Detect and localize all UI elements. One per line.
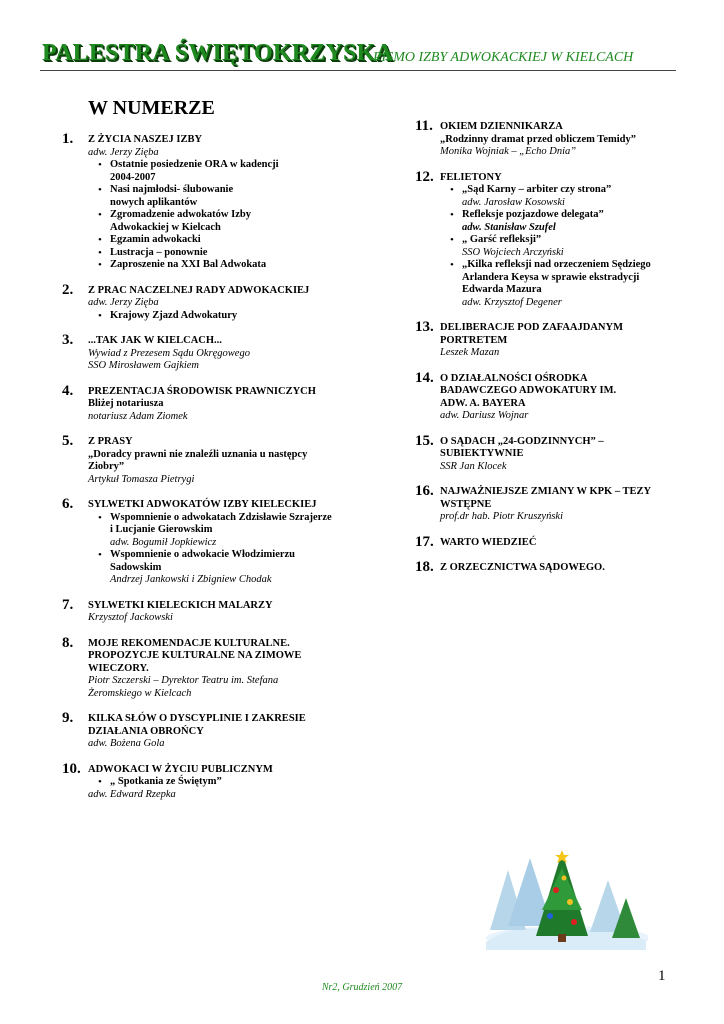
toc-entry-number: 15. (415, 432, 434, 449)
toc-bullet-text: • Zaproszenie na XXI Bal Adwokata (110, 259, 267, 270)
toc-bullet-item (98, 259, 352, 272)
toc-entry-line: adw. Jerzy Zięba (88, 297, 159, 308)
toc-entry-title: DELIBERACJE POD ZAFAAJDANYM (440, 322, 623, 333)
toc-entry-title: Z PRAC NACZELNEJ RADY ADWOKACKIEJ (88, 284, 310, 296)
magazine-tagline: PISMO IZBY ADWOKACKIEJ W KIELCACH (373, 50, 634, 65)
toc-bullet-text: • „ Garść refleksji” (462, 234, 542, 245)
toc-entry-number: 6. (62, 496, 74, 512)
toc-bullet-author: adw. Jarosław Kosowski (462, 196, 565, 208)
toc-bullet-item (98, 209, 352, 234)
contents-right-column (414, 118, 676, 588)
toc-entry-number: 1. (62, 131, 74, 147)
magazine-title: PALESTRA ŚWIĘTOKRZYSKA (42, 40, 393, 66)
toc-entry (62, 131, 352, 272)
toc-entry-number: 3. (62, 332, 74, 348)
toc-bullet-text: • „Sąd Karny – arbiter czy strona” (462, 184, 612, 195)
toc-entry-title: O DZIAŁALNOŚCI OŚRODKA (440, 372, 588, 384)
toc-bullet-author: adw. Stanisław Szufel (462, 221, 556, 233)
toc-bullet-item (450, 259, 676, 309)
toc-entry-number: 5. (62, 433, 74, 449)
toc-entry-number: 16. (415, 483, 434, 499)
toc-entry-line: SSO Mirosławem Gajkiem (88, 360, 200, 371)
toc-bullet-item (98, 184, 352, 209)
toc-entry-title: WARTO WIEDZIEĆ (440, 536, 537, 548)
toc-entry-line: Żeromskiego w Kielcach (88, 687, 192, 699)
toc-entry-title: SYLWETKI KIELECKICH MALARZY (88, 599, 273, 611)
toc-entry-line: „Doradcy prawni nie znaleźli uznania u następcy (88, 448, 308, 460)
toc-bullet-author: adw. Krzysztof Degener (462, 296, 562, 308)
toc-entry-line: Piotr Szczerski – Dyrektor Teatru im. Stefana (88, 675, 279, 686)
toc-entry (414, 432, 676, 474)
toc-entry-number: 4. (62, 382, 74, 399)
toc-bullet-author: Andrzej Jankowski i Zbigniew Chodak (110, 574, 272, 585)
toc-entry-title: Z PRASY (88, 436, 133, 447)
toc-bullet-text: • Nasi najmłodsi- ślubowanie (110, 184, 234, 195)
toc-entry-title: ADWOKACI W ŻYCIU PUBLICZNYM (88, 763, 273, 775)
toc-entry-number: 8. (62, 634, 74, 651)
toc-bullet-item (450, 234, 676, 259)
toc-bullet-text: • Wspomnienie o adwokatach Zdzisławie Szrajerze (110, 511, 332, 523)
toc-entry-line: „Rodzinny dramat przed obliczem Temidy” (440, 133, 636, 145)
toc-entry-line: ADW. A. BAYERA (440, 397, 526, 409)
toc-bullet-text: • „Kilka refleksji nad orzeczeniem Sędziego (462, 259, 651, 270)
toc-entry-title: KILKA SŁÓW O DYSCYPLINIE I ZAKRESIE (88, 713, 306, 724)
toc-bullet-text: Arlandera Keysa w sprawie ekstradycji (462, 271, 640, 283)
christmas-tree-illustration (478, 850, 648, 950)
toc-entry-title: ...TAK JAK W KIELCACH... (88, 335, 222, 346)
toc-entry-title: FELIETONY (440, 171, 502, 183)
toc-bullet-text: • Egzamin adwokacki (110, 234, 201, 245)
toc-bullet-text: • Krajowy Zjazd Adwokatury (110, 309, 238, 321)
toc-entry (414, 483, 676, 524)
toc-entry-line: WIECZORY. (88, 662, 149, 674)
toc-entry (62, 433, 352, 486)
toc-entry-title: MOJE REKOMENDACJE KULTURALNE. (88, 637, 290, 649)
toc-bullet-item (98, 512, 352, 550)
toc-bullet-item (98, 776, 352, 789)
toc-entry-number: 9. (62, 710, 74, 726)
toc-bullet-list (88, 776, 352, 789)
toc-bullet-item (98, 310, 352, 323)
toc-entry-line: Artykuł Tomasza Pietrygi (88, 473, 195, 485)
toc-entry-line: Ziobry” (88, 461, 125, 472)
toc-bullet-item (98, 549, 352, 587)
toc-entry-number: 17. (415, 533, 434, 550)
toc-entry-line: Leszek Mazan (440, 347, 500, 358)
toc-bullet-text: i Lucjanie Gierowskim (110, 524, 213, 535)
toc-bullet-text: • Ostatnie posiedzenie ORA w kadencji (110, 159, 279, 170)
toc-entry-line: adw. Bożena Gola (88, 738, 165, 749)
toc-bullet-item (98, 247, 352, 260)
toc-entry (62, 634, 352, 701)
toc-entry-number: 12. (415, 168, 434, 185)
page-number: 1 (658, 968, 666, 984)
toc-entry-number: 11. (415, 118, 433, 134)
toc-entry (62, 496, 352, 587)
toc-entry-title: NAJWAŻNIEJSZE ZMIANY W KPK – TEZY (440, 486, 652, 497)
toc-entry-title: OKIEM DZIENNIKARZA (440, 121, 563, 132)
toc-entry-author: adw. Edward Rzepka (88, 788, 176, 800)
toc-bullet-text: • Lustracja – ponownie (110, 246, 208, 258)
toc-entry-line: Wywiad z Prezesem Sądu Okręgowego (88, 347, 250, 359)
toc-entry-line: PORTRETEM (440, 334, 508, 346)
toc-bullet-text: • Refleksje pozjazdowe delegata” (462, 209, 604, 220)
toc-entry-line: SUBIEKTYWNIE (440, 448, 524, 459)
page-header (40, 38, 676, 71)
toc-entry (62, 332, 352, 373)
toc-bullet-author: adw. Bogumił Jopkiewicz (110, 536, 217, 548)
toc-entry (62, 760, 352, 802)
toc-entry-number: 14. (415, 369, 434, 386)
toc-bullet-text: 2004-2007 (110, 171, 156, 183)
toc-bullet-list (440, 184, 676, 309)
toc-entry-number: 10. (62, 760, 81, 777)
toc-entry (414, 369, 676, 423)
toc-entry-number: 7. (62, 596, 74, 613)
toc-bullet-list (88, 159, 352, 272)
toc-entry-number: 2. (62, 281, 74, 298)
issue-footer: Nr2, Grudzień 2007 (321, 982, 403, 993)
contents-heading: W NUMERZE (88, 97, 215, 119)
toc-bullet-text: Sadowskim (110, 561, 162, 573)
toc-bullet-item (98, 234, 352, 247)
toc-entry (414, 319, 676, 360)
toc-bullet-author: SSO Wojciech Arczyński (462, 246, 564, 258)
toc-entry (62, 710, 352, 751)
toc-entry-line: prof.dr hab. Piotr Kruszyński (440, 511, 563, 522)
toc-entry-line: notariusz Adam Ziomek (88, 410, 188, 422)
toc-bullet-text: Adwokackiej w Kielcach (110, 221, 221, 233)
toc-bullet-text: • Zgromadzenie adwokatów Izby (110, 209, 251, 220)
toc-entry (62, 596, 352, 625)
toc-entry-line: PROPOZYCJE KULTURALNE NA ZIMOWE (88, 650, 302, 661)
toc-entry-title: PREZENTACJA ŚRODOWISK PRAWNICZYCH (88, 385, 316, 397)
toc-entry-line: adw. Dariusz Wojnar (440, 410, 529, 421)
toc-entry-line: BADAWCZEGO ADWOKATURY IM. (440, 385, 617, 396)
toc-entry-line: Krzysztof Jackowski (88, 612, 173, 623)
toc-bullet-text: Edwarda Mazura (462, 284, 542, 295)
toc-bullet-text: • „ Spotkania ze Świętym” (110, 776, 222, 787)
toc-entry-line: WSTĘPNE (440, 498, 492, 510)
toc-bullet-text: nowych aplikantów (110, 196, 198, 208)
toc-entry (414, 559, 676, 575)
toc-entry-line: SSR Jan Klocek (440, 460, 507, 472)
toc-entry (414, 118, 676, 159)
toc-entry-number: 18. (415, 559, 434, 575)
toc-entry-title: Z ŻYCIA NASZEJ IZBY (88, 134, 203, 145)
toc-entry-number: 13. (415, 319, 434, 335)
toc-entry (414, 533, 676, 550)
toc-bullet-item (98, 159, 352, 184)
toc-bullet-list (88, 512, 352, 587)
toc-entry-line: Bliżej notariusza (88, 398, 164, 409)
toc-entry-line: adw. Jerzy Zięba (88, 146, 159, 158)
toc-entry-line: Monika Wojniak – „Echo Dnia” (440, 146, 577, 157)
toc-entry (414, 168, 676, 310)
toc-entry-title: Z ORZECZNICTWA SĄDOWEGO. (440, 562, 605, 573)
toc-entry-title: SYLWETKI ADWOKATÓW IZBY KIELECKIEJ (88, 499, 317, 510)
toc-bullet-item (450, 209, 676, 234)
toc-bullet-text: • Wspomnienie o adwokacie Włodzimierzu (110, 549, 296, 560)
toc-entry (62, 281, 352, 323)
toc-entry-line: DZIAŁANIA OBROŃCY (88, 725, 204, 737)
toc-entry-title: O SĄDACH „24-GODZINNYCH” – (440, 435, 604, 447)
toc-entry (62, 382, 352, 424)
toc-bullet-item (450, 184, 676, 209)
toc-bullet-list (88, 310, 352, 323)
contents-left-column (62, 131, 352, 814)
